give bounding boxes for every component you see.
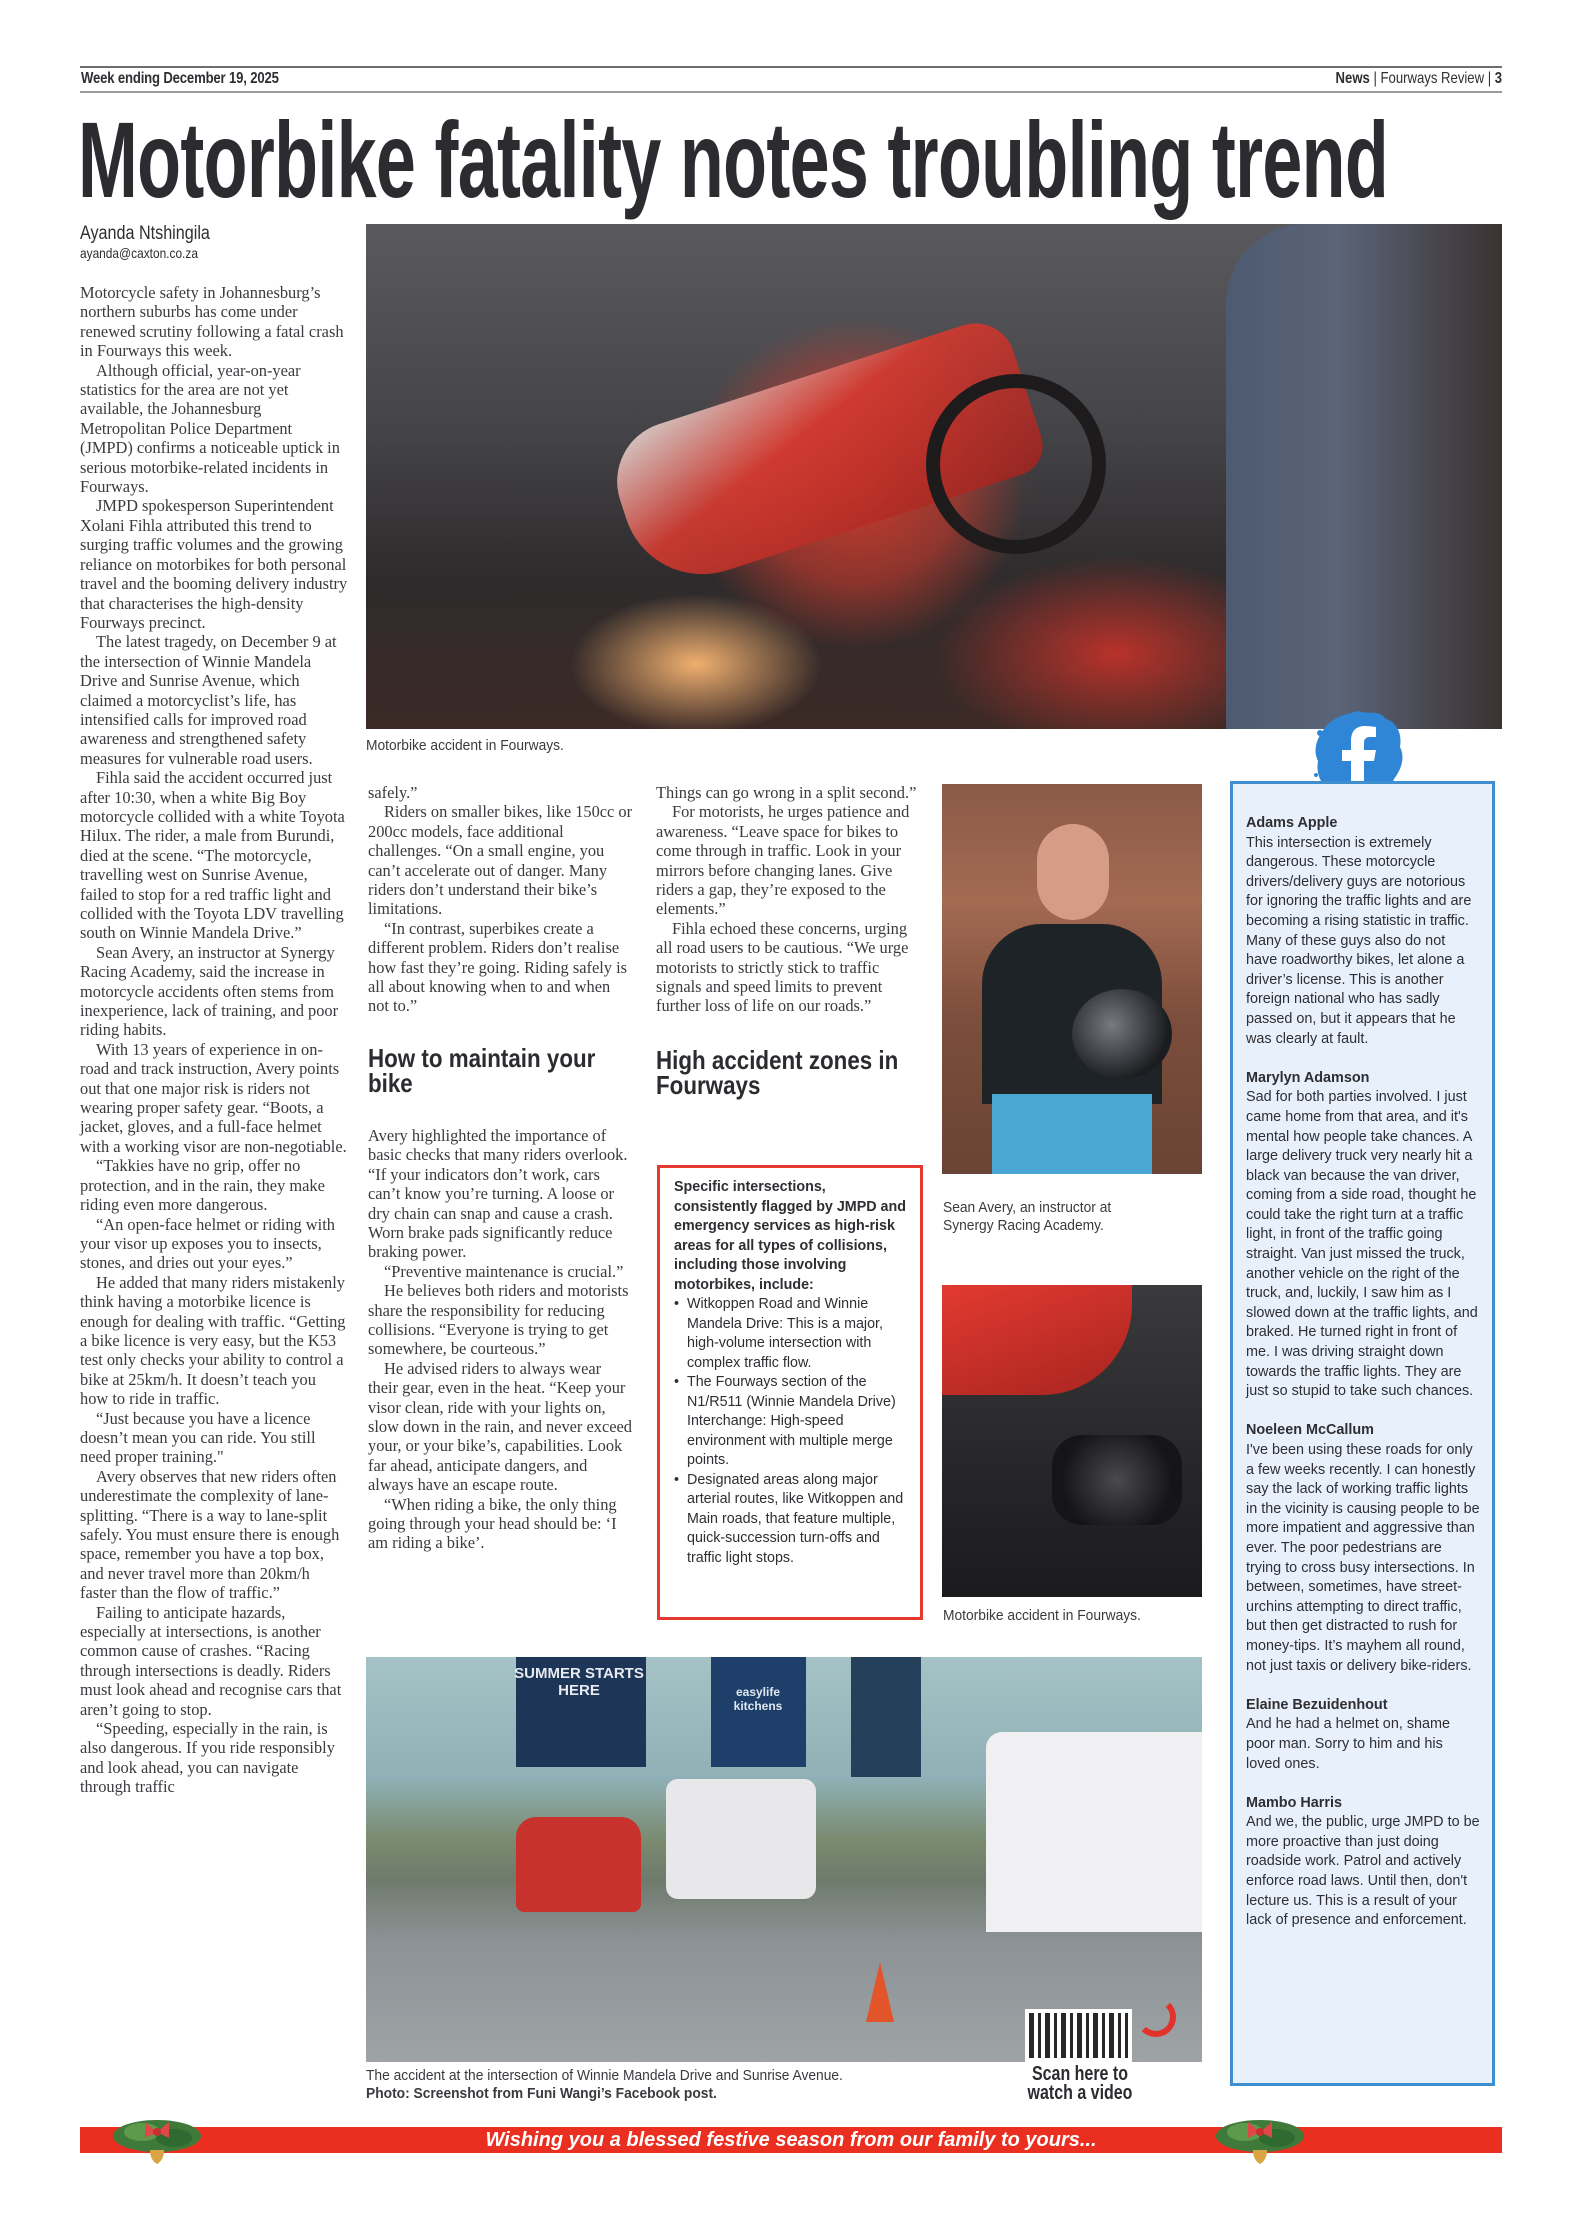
facebook-comments-panel [1230,781,1495,2086]
photo-detail-billboard [851,1657,921,1777]
boxout-list-item: • The Fourways section of the N1/R511 (Winnie Mandela Drive) Interchange: High-speed environment with multiple merge points. [674,1373,906,1471]
facebook-comment [1246,1069,1480,1402]
paragraph: Avery highlighted the importance of basic checks that many riders overlook. “If your indicators don’t work, cars can’t know you’re turning. A loose or dry chain can snap and cause a crash. Worn brake pads significantly reduce braking power. [368,1125,628,1262]
photo-detail-car [942,1285,1132,1395]
video-photo-credit: Photo: Screenshot from Funi Wangi’s Facebook post. [366,2085,717,2102]
article-headline: Motorbike fatality notes troubling trend [78,99,1389,220]
issue-date: Week ending December 19, 2025 [81,70,279,87]
photo-detail-bystander [1226,224,1502,729]
photo-detail-traffic-cone [866,1962,894,2022]
header-rule-bottom [80,91,1502,93]
qr-scan-label[interactable]: Scan here to watch a video [1027,2063,1133,2104]
billboard-brand: easylife kitchens [733,1685,783,1713]
byline-author: Ayanda Ntshingila [80,223,210,244]
paragraph: “Speeding, especially in the rain, is also dangerous. If you ride responsibly and look ahead, you can navigate through traffic [80,1719,335,1797]
comment-text: This intersection is extremely dangerous. These motorcycle drivers/delivery guys are notorious for ignoring the traffic lights and are becoming a rising statistic in traffic. Many of these guys also do not have roadworthy bikes, let alone a driver’s license. This is another foreign national who has sadly passed on, but it appears that he was clearly at fault. [1246,834,1472,1047]
qr-code[interactable] [1025,2009,1132,2062]
header-rule-top [80,66,1502,68]
boxout-list-item: • Witkoppen Road and Winnie Mandela Drive: This is a major, high-volume intersection with complex traffic flow. [674,1295,906,1373]
paragraph: Failing to anticipate hazards, especially at intersections, is another common cause of crashes. “Racing through intersections is deadly. Riders must look ahead and recognise cars that aren’t going to stop. [80,1602,342,1719]
folio-separator: | [1487,70,1492,87]
paragraph: For motorists, he urges patience and awareness. “Leave space for bikes to come through in traffic. Look in your mirrors before changing lanes. Give riders a gap, they’re exposed to the elements.” [656,802,910,919]
billboard-text: SUMMER STARTS HERE [514,1665,644,1699]
comment-text: Sad for both parties involved. I just came home from that area, and it's mental how people take chances. A large delivery truck very nearly hit a black van because the van driver, coming from a side road, thought he could take the right turn at a traffic light, in front of the traffic going straight. Van just missed the truck, another vehicle on the right of the truck, and, luckily, I saw him as I slowed down at the traffic lights, and braked. He turned right in front of me. I was driving straight down towards the traffic lights. They are just so stupid to take such chances. [1246,1089,1478,1400]
paragraph: He added that many riders mistakenly think having a motorbike licence is enough for dealing with traffic. “Getting a bike licence is very easy, but the K53 test only checks your ability to control a bike at 25km/h. It doesn’t teach you how to ride in traffic. [80,1272,346,1409]
christmas-wreath-icon [1215,2112,1305,2168]
photo-detail-red-car [516,1817,641,1912]
crash2-photo-caption: Motorbike accident in Fourways. [943,1607,1141,1624]
facebook-comment [1246,1794,1480,1931]
boxout-lead: Specific intersections, consistently flagged by JMPD and emergency services as high-risk areas for all types of collisions, including those involving motorbikes, include: [674,1179,906,1293]
photo-sean-avery[interactable] [942,784,1202,1174]
curved-arrow-icon [1136,1997,1176,2037]
paragraph: “In contrast, superbikes create a different problem. Riders don’t realise how fast they’re going. Riding safely is all about knowing when to and when not to.” [368,918,628,1016]
avery-photo-caption: Sean Avery, an instructor at Synergy Racing Academy. [943,1199,1112,1234]
video-photo-caption: The accident at the intersection of Winnie Mandela Drive and Sunrise Avenue. [366,2067,843,2084]
page-number: 3 [1494,70,1502,87]
paragraph: JMPD spokesperson Superintendent Xolani Fihla attributed this trend to surging traffic volumes and the growing reliance on motorbikes for both personal travel and the booming delivery industry that characterises the high-density Fourways precinct. [80,496,348,632]
boxout-list [674,1295,906,1568]
hero-photo-motorbike-accident[interactable] [366,224,1502,729]
photo-detail-white-bakkie [666,1779,816,1899]
paragraph: “An open-face helmet or riding with your visor up exposes you to insects, stones, and dries out your eyes.” [80,1214,335,1273]
section-name: News [1335,70,1370,87]
paragraph: Things can go wrong in a split second.” [656,783,917,802]
paragraph: safely.” [368,783,418,802]
facebook-comment [1246,1421,1480,1676]
paragraph: “Preventive maintenance is crucial.” [384,1261,624,1281]
high-risk-intersections-boxout [657,1165,923,1620]
subhead-maintain-bike: How to maintain your bike [368,1042,596,1098]
qr-code-icon [1029,2013,1128,2058]
photo-detail-head [1037,824,1109,920]
folio [1335,70,1502,88]
article-column-2 [368,783,634,1553]
folio-separator: | [1373,70,1377,87]
paragraph: Fihla echoed these concerns, urging all road users to be cautious. “We urge motorists to strictly stick to traffic signals and speed limits to prevent further loss of life on our roads.” [656,918,909,1016]
commenter-name: Elaine Bezuidenhout [1246,1696,1388,1713]
boxout-list-item: • Designated areas along major arterial routes, like Witkoppen and Main roads, that feature multiple, quick-succession turn-offs and traffic light stops. [674,1471,906,1569]
commenter-name: Noeleen McCallum [1246,1422,1374,1439]
byline-email[interactable]: ayanda@caxton.co.za [80,245,198,261]
comment-text: And we, the public, urge JMPD to be more proactive than just doing roadside work. Patrol and actively enforce road laws. Until then, don't lecture us. This is a result of your lack of presence and enforcement. [1246,1814,1480,1929]
commenter-name: Marylyn Adamson [1246,1069,1370,1086]
paragraph: He believes both riders and motorists share the responsibility for reducing collisions. “Everyone is trying to get somewhere, be courteous.” [368,1281,629,1359]
facebook-comment [1246,814,1480,1049]
paragraph: Motorcycle safety in Johannesburg’s northern suburbs has come under renewed scrutiny following a fatal crash in Fourways this week. [80,283,344,361]
paragraph: “Takkies have no grip, offer no protection, and in the rain, they make riding even more dangerous. [80,1156,325,1215]
facebook-comment [1246,1696,1480,1774]
hero-photo-caption: Motorbike accident in Fourways. [366,737,564,754]
paragraph: Avery observes that new riders often underestimate the complexity of lane-splitting. “There is a way to lane-split safely. You must ensure there is enough space, remember you have a top box, and never travel more than 20km/h faster than the flow of traffic.” [80,1466,340,1603]
paragraph: Although official, year-on-year statistics for the area are not yet available, the Johannesburg Metropolitan Police Department (JMPD) confirms a noticeable uptick in serious motorbike-related incidents in Fourways. [80,360,340,497]
subhead-accident-zones: High accident zones in Fourways [656,1044,899,1100]
commenter-name: Adams Apple [1246,815,1338,831]
paragraph: He advised riders to always wear their gear, even in the heat. “Keep your visor clean, ride with your lights on, slow down in the rain, and never exceed your, or your bike’s, capabilities. Look far ahead, anticipate dangers, and always have an escape route. [368,1358,632,1495]
photo-intersection-video-screenshot[interactable] [366,1657,1202,2062]
photo-detail-helmet [1072,989,1172,1079]
photo-detail-wheel [926,374,1106,554]
paragraph: With 13 years of experience in on-road and track instruction, Avery points out that one major risk is riders not wearing proper safety gear. “Boots, a jacket, gloves, and a full-face helmet with a working visor are non-negotiable. [80,1039,347,1156]
festive-banner-text: Wishing you a blessed festive season from our family to yours... [485,2129,1097,2151]
photo-motorbike-accident-2[interactable] [942,1285,1202,1597]
photo-detail-police-vehicle [986,1732,1202,1932]
comment-text: I've been using these roads for only a few weeks recently. I can honestly say the lack of working traffic lights in the vicinity is causing people to be more impatient and aggressive than ever. The poor pedestrians are trying to cross busy intersections. In between, sometimes, have street-urchins attempting to direct traffic, but then get distracted to rush for money-tips. It’s mayhem all round, not just taxis or delivery bike-riders. [1246,1442,1480,1674]
paragraph: Riders on smaller bikes, like 150cc or 200cc models, face additional challenges. “On a small engine, you can’t accelerate out of danger. Many riders don’t understand their bike’s limitations. [368,802,633,919]
article-column-3 [656,783,922,1098]
comment-text: And he had a helmet on, shame poor man. Sorry to him and his loved ones. [1246,1716,1451,1772]
commenter-name: Mambo Harris [1246,1794,1342,1811]
paragraph: The latest tragedy, on December 9 at the intersection of Winnie Mandela Drive and Sunrise Avenue, which claimed a motorcyclist’s life, has intensified calls for improved road awareness and strengthened safety measures for vulnerable road users. [80,632,337,768]
publication-name: Fourways Review [1380,70,1484,87]
article-column-1 [80,283,348,1797]
paragraph: Fihla said the accident occurred just after 10:30, when a white Big Boy motorcycle collided with a white Toyota Hilux. The rider, a male from Burundi, died at the scene. “The motorcycle, travelling west on Sunrise Avenue, failed to stop for a red traffic light and collided with the Toyota LDV travelling south on Winnie Mandela Drive.” [80,768,345,943]
photo-detail-motorbike [1052,1435,1182,1525]
paragraph: “When riding a bike, the only thing going through your head should be: ‘I am riding a bike’. [368,1494,617,1553]
photo-detail-jeans [992,1094,1152,1174]
paragraph: Sean Avery, an instructor at Synergy Racing Academy, said the increase in motorcycle accidents often stems from inexperience, lack of training, and poor riding habits. [80,942,339,1040]
christmas-wreath-icon [112,2112,202,2168]
paragraph: “Just because you have a licence doesn’t mean you can ride. You still need proper training." [80,1408,316,1467]
